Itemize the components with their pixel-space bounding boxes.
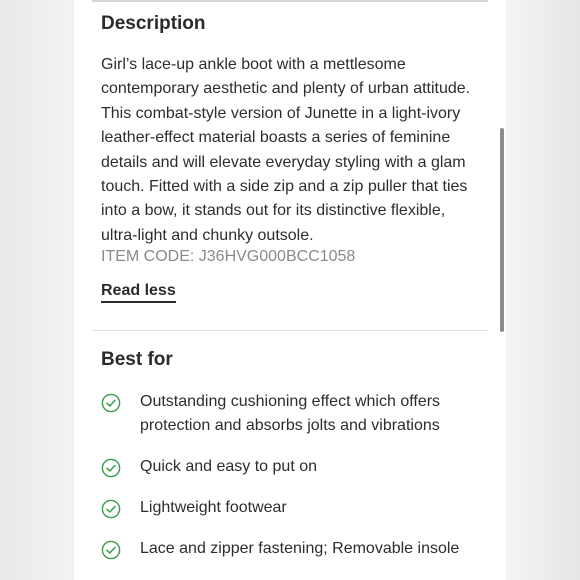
best-for-list [74,0,506,580]
product-details-panel [74,0,506,580]
item-code: ITEM CODE: J36HVG000BCC1058 [101,248,356,265]
description-title: Description [101,13,206,34]
check-circle-icon [101,393,121,413]
scrollbar-thumb[interactable] [500,128,504,332]
best-for-title: Best for [101,349,173,370]
background-left [0,0,74,580]
check-circle-icon [101,540,121,560]
benefit-text: Outstanding cushioning effect which offers protection and absorbs jolts and vibrations [140,393,441,434]
check-circle-icon [101,458,121,478]
background-right [506,0,580,580]
benefit-text: Lace and zipper fastening; Removable insole [140,540,460,557]
read-less-link[interactable]: Read less [101,282,176,303]
description-text: Girl’s lace-up ankle boot with a mettlesome contemporary aesthetic and plenty of urban attitude. This combat-style version of Junette in a light-ivory leather-effect material boasts a series of feminine details and will elevate everyday styling with a glam touch. Fitted with a side zip and a zip puller that ties into a bow, it stands out for its distinctive flexible, ultra-light and chunky outsole. [101,56,471,244]
check-circle-icon [101,499,121,519]
benefit-text: Lightweight footwear [140,499,287,516]
benefit-text: Quick and easy to put on [140,458,317,475]
